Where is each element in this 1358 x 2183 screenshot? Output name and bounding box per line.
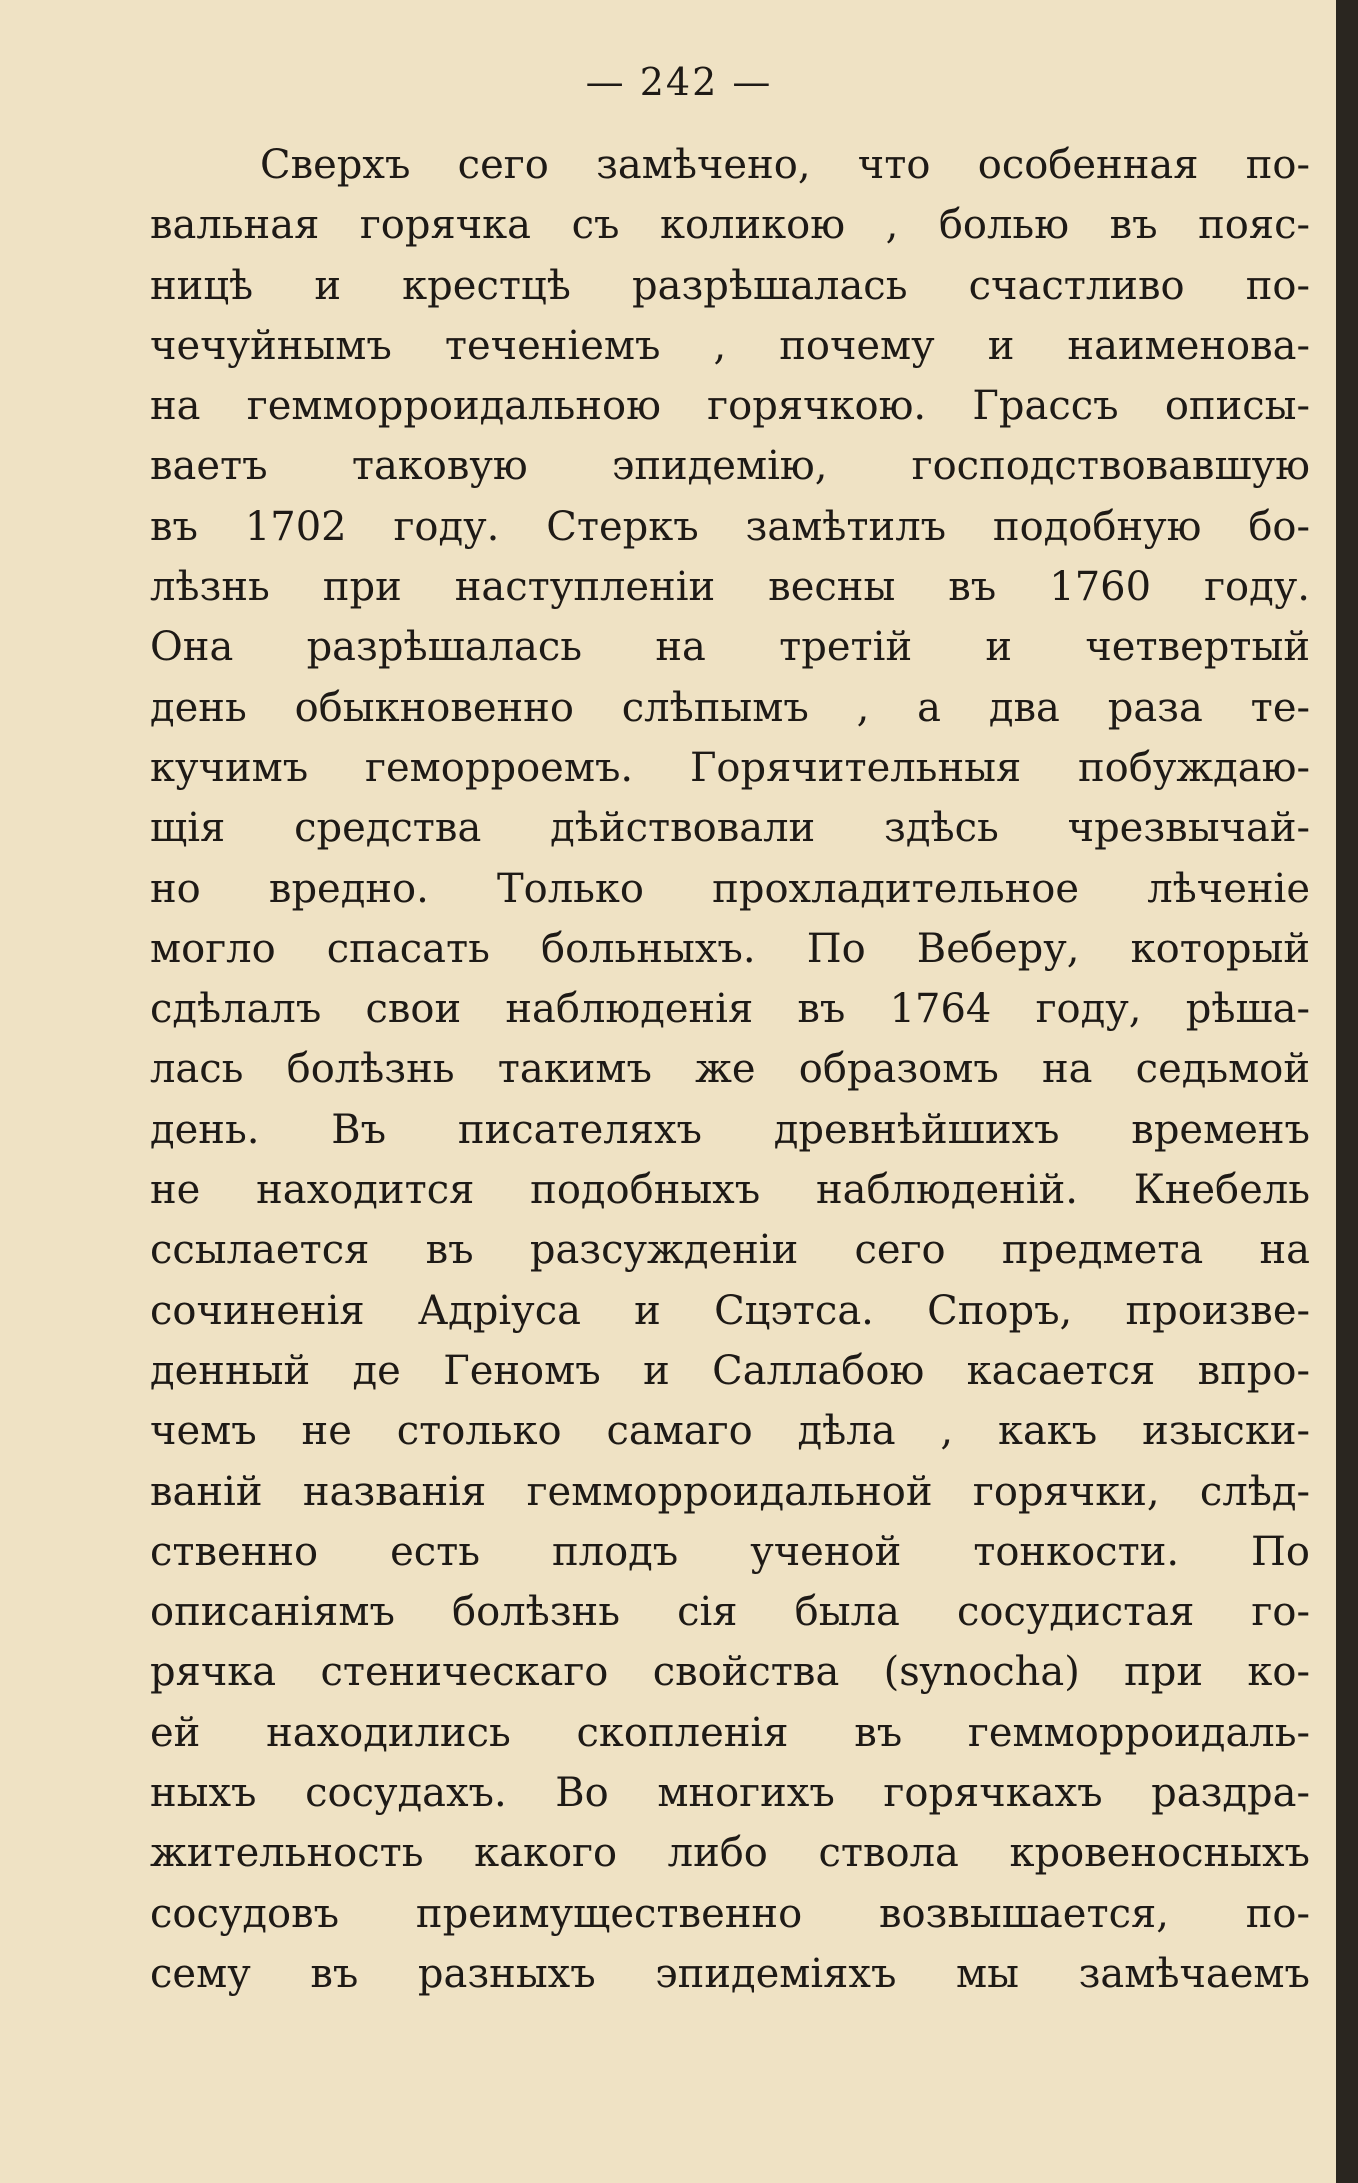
text-line: ей находились скопленія въ гемморроидаль-: [150, 1709, 1310, 1756]
text-line: не находится подобныхъ наблюденій. Кнебель: [150, 1167, 1310, 1214]
text-line: но вредно. Только прохладительное лѣченіе: [150, 865, 1310, 912]
text-line: ссылается въ разсужденіи сего предмета на: [150, 1227, 1310, 1274]
text-line: на гемморроидальною горячкою. Грассъ описы-: [150, 383, 1310, 430]
text-line: вальная горячка съ коликою , болью въ пояс-: [150, 202, 1310, 249]
text-line: лѣзнь при наступленіи весны въ 1760 году.: [150, 564, 1310, 611]
text-line: въ 1702 году. Стеркъ замѣтилъ подобную бо-: [150, 503, 1310, 550]
text-line: сочиненія Адріуса и Сцэтса. Споръ, произве-: [150, 1287, 1310, 1334]
text-line: сосудовъ преимущественно возвышается, по-: [150, 1890, 1310, 1937]
text-line: ваетъ таковую эпидемію, господствовавшую: [150, 443, 1310, 490]
text-line: ваній названія гемморроидальной горячки, слѣд-: [150, 1468, 1310, 1515]
text-line: Сверхъ сего замѣчено, что особенная по-: [260, 142, 1310, 188]
text-line: чечуйнымъ теченіемъ , почему и наименова-: [150, 322, 1310, 369]
text-line: день. Въ писателяхъ древнѣйшихъ временъ: [150, 1106, 1310, 1153]
text-line: день обыкновенно слѣпымъ , а два раза те-: [150, 684, 1310, 731]
body-text: [150, 135, 1310, 2004]
text-line: денный де Геномъ и Саллабою касается впро-: [150, 1347, 1310, 1394]
text-line: чемъ не столько самаго дѣла , какъ изыски-: [150, 1408, 1310, 1455]
text-line: жительность какого либо ствола кровеносныхъ: [150, 1830, 1310, 1877]
text-line: ныхъ сосудахъ. Во многихъ горячкахъ раздра-: [150, 1770, 1310, 1817]
text-line: сему въ разныхъ эпидеміяхъ мы замѣчаемъ: [150, 1950, 1310, 1997]
text-line: щія средства дѣйствовали здѣсь чрезвычай-: [150, 805, 1310, 852]
text-line: ственно есть плодъ ученой тонкости. По: [150, 1528, 1310, 1575]
text-line: кучимъ геморроемъ. Горячительныя побуждаю-: [150, 744, 1310, 791]
page-edge-shadow: [1336, 0, 1358, 2183]
page-number: — 242 —: [585, 60, 773, 104]
text-line: могло спасать больныхъ. По Веберу, который: [150, 925, 1310, 972]
text-line: рячка стеническаго свойства (synocha) при ко-: [150, 1649, 1310, 1696]
text-line: ницѣ и крестцѣ разрѣшалась счастливо по-: [150, 262, 1310, 309]
text-line: сдѣлалъ свои наблюденія въ 1764 году, рѣша-: [150, 986, 1310, 1033]
text-line: Она разрѣшалась на третій и четвертый: [150, 624, 1310, 671]
text-line: описаніямъ болѣзнь сія была сосудистая го-: [150, 1589, 1310, 1636]
text-line: лась болѣзнь такимъ же образомъ на седьмой: [150, 1046, 1310, 1093]
